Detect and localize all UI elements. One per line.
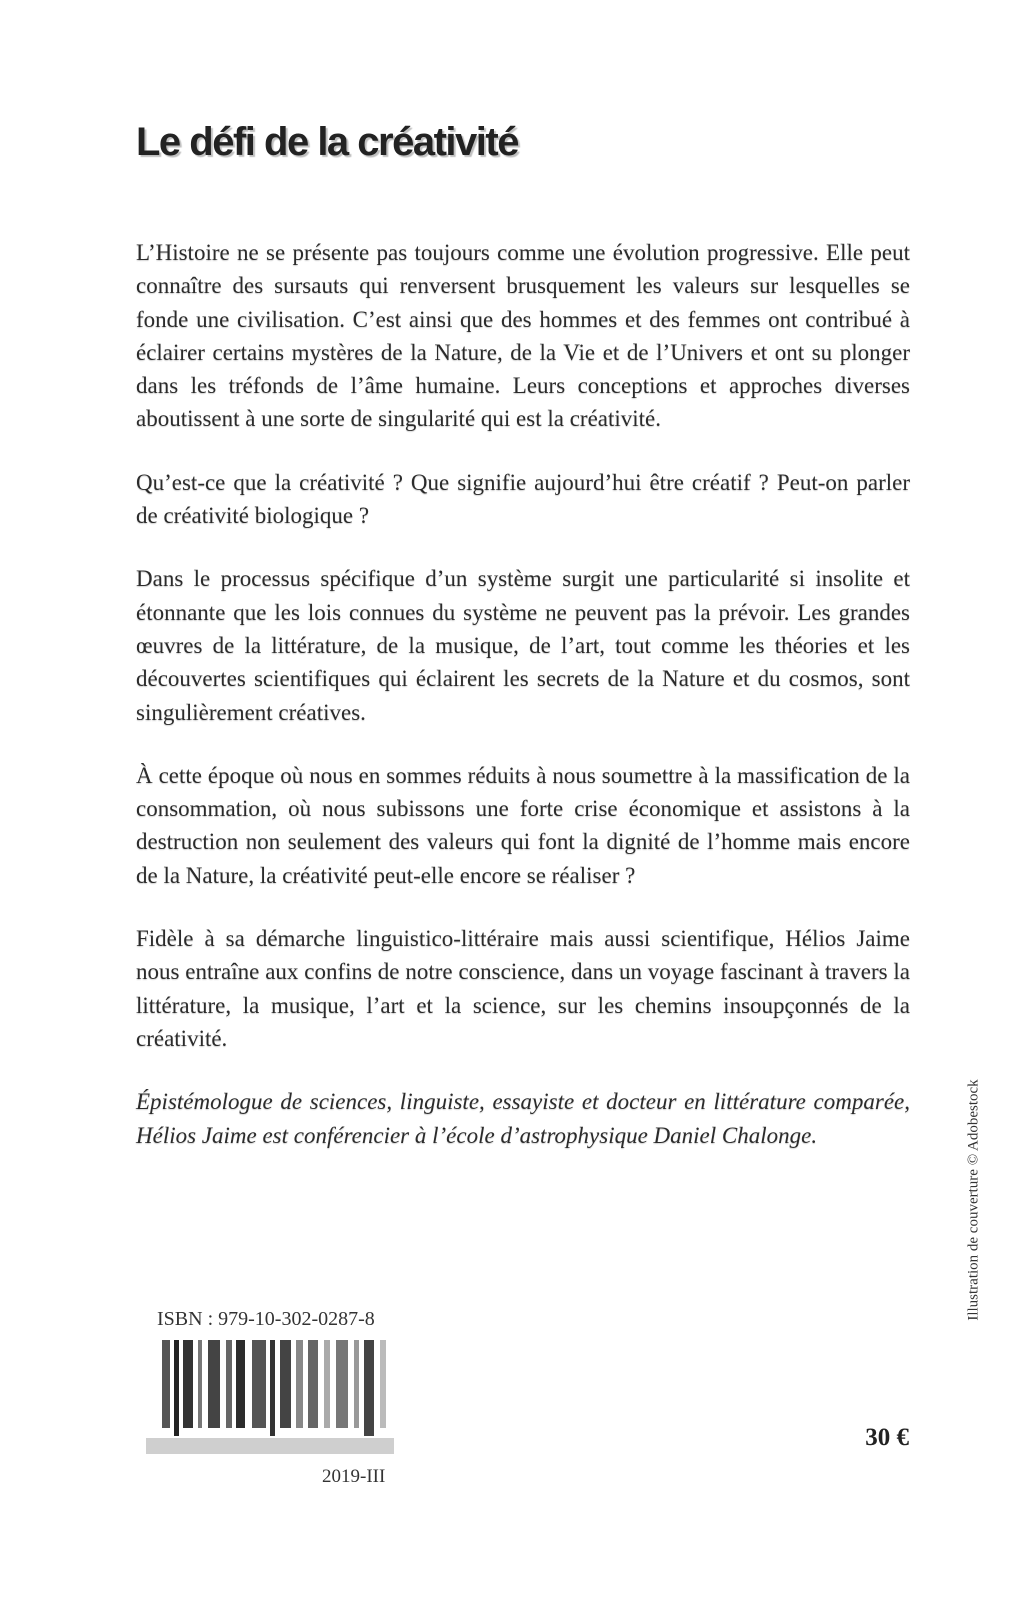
price-label: 30 € bbox=[865, 1424, 909, 1451]
isbn-label: ISBN : 979-10-302-0287-8 bbox=[157, 1308, 375, 1330]
paragraph-2: Qu’est-ce que la créativité ? Que signifie aujourd’hui être créatif ? Peut-on parler de créativité biologique ? bbox=[136, 469, 910, 529]
author-bio: Épistémologue de sciences, linguiste, essayiste et docteur en littérature comparée, Hélios Jaime est conférencier à l’école d’astrophysique Daniel Chalonge. bbox=[136, 1089, 910, 1148]
paragraph-4: À cette époque où nous en sommes réduits à nous soumettre à la massification de la consommation, où nous subissons une forte crise économique et assistons à la destruction non seulement des valeurs qui font la dignité de l’homme mais encore de la Nature, la créativité peut-elle encore se réaliser ? bbox=[136, 762, 910, 888]
book-title: Le défi de la créativité bbox=[136, 120, 518, 164]
paragraph-5: Fidèle à sa démarche linguistico-littéraire mais aussi scientifique, Hélios Jaime nous entraîne aux confins de notre conscience, dans un voyage fascinant à travers la littérature, la musique, l’art et la science, sur les chemins insoupçonnés de la créativité. bbox=[136, 926, 910, 1051]
barcode-icon bbox=[140, 1340, 400, 1458]
back-cover-text bbox=[136, 236, 910, 1182]
paragraph-3: Dans le processus spécifique d’un système surgit une particularité si insolite et étonnante que les lois connues du système ne peuvent pas la prévoir. Les grandes œuvres de la littérature, de la musique, de l’art, tout comme les théories et les découvertes scientifiques qui éclairent les secrets de la Nature et du cosmos, sont singulièrement créatives. bbox=[136, 566, 910, 725]
print-code: 2019-III bbox=[322, 1466, 386, 1487]
paragraph-1: L’Histoire ne se présente pas toujours comme une évolution progressive. Elle peut connaître des sursauts qui renversent brusquement les valeurs sur lesquelles se fonde une civilisation. C’est ainsi que des hommes et des femmes ont contribué à éclairer certains mystères de la Nature, de la Vie et de l’Univers et ont su plonger dans les tréfonds de l’âme humaine. Leurs conceptions et approches diverses aboutissent à une sorte de singularité qui est la créativité. bbox=[136, 240, 910, 432]
illustration-credit: Illustration de couverture © Adobestock bbox=[965, 1079, 982, 1321]
